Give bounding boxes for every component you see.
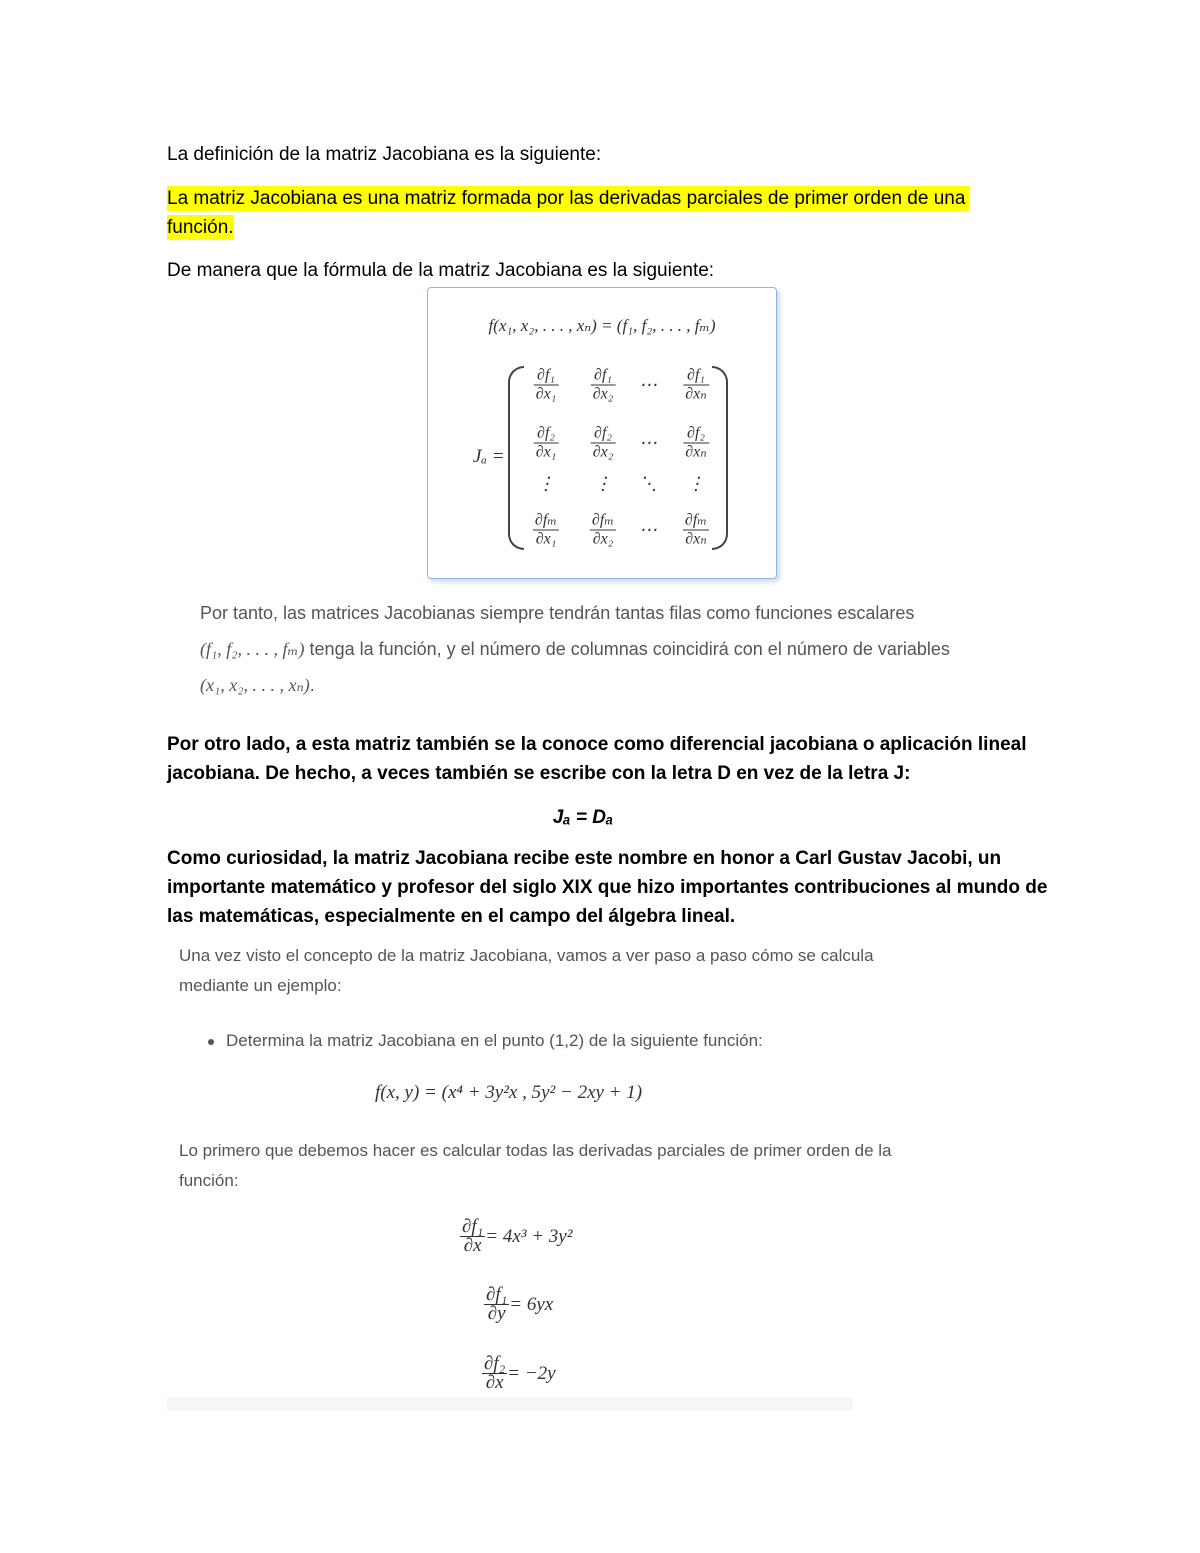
bullet-icon bbox=[208, 1039, 214, 1045]
paragraph-differential-line2: jacobiana. De hecho, a veces también se escribe con la letra D en vez de la letra J: bbox=[167, 763, 911, 784]
matrix-cell-r1-c3: ⋯ bbox=[639, 374, 657, 395]
derivatives-intro-line1: Lo primero que debemos hacer es calcular todas las derivadas parciales de primer orden de la bbox=[179, 1141, 892, 1160]
highlighted-definition-line2: función. bbox=[167, 217, 234, 238]
explanation-line2-text: tenga la función, y el número de columnas coincidirá con el número de variables bbox=[304, 639, 950, 659]
example-bullet-text: Determina la matriz Jacobiana en el punto (1,2) de la siguiente función: bbox=[226, 1031, 763, 1050]
derivative-f1-y-num: ∂f₁ bbox=[486, 1284, 508, 1305]
equation-jf-df: Jₐ = Dₐ bbox=[552, 807, 614, 828]
example-intro-line1: Una vez visto el concepto de la matriz Jacobiana, vamos a ver paso a paso cómo se calcula bbox=[179, 946, 874, 965]
jacobian-formula-image bbox=[427, 287, 777, 579]
derivative-f1-y bbox=[484, 1286, 553, 1323]
derivatives-intro bbox=[179, 1136, 892, 1196]
paragraph-curiosity-line3: las matemáticas, especialmente en el campo del álgebra lineal. bbox=[167, 906, 736, 927]
example-bullet bbox=[208, 1026, 763, 1056]
screenshot-explanation bbox=[200, 595, 950, 703]
paragraph-differential bbox=[167, 730, 1026, 788]
highlighted-definition-line1: La matriz Jacobiana es una matriz formada por las derivadas parciales de primer orden de una bbox=[167, 186, 969, 211]
example-function: f(x, y) = (x⁴ + 3y²x , 5y² − 2xy + 1) bbox=[375, 1082, 643, 1103]
derivative-f2-x bbox=[482, 1355, 556, 1392]
paragraph-differential-line1: Por otro lado, a esta matriz también se la conoce como diferencial jacobiana o aplicación lineal bbox=[167, 734, 1027, 755]
matrix-cell-r4-c4: $\frac{\text{∂fₘ}}{\text{∂xₙ}}$ bbox=[684, 511, 708, 548]
matrix-cell-r4-c2: $\frac{\text{∂fₘ}}{\text{∂x₂}}$ bbox=[591, 511, 615, 548]
matrix-cell-r2-c1: $\frac{\text{∂f₂}}{\text{∂x₁}}$ bbox=[535, 424, 557, 461]
paragraph-formula-intro: De manera que la fórmula de la matriz Jacobiana es la siguiente: bbox=[167, 260, 715, 281]
functions-tuple: (f₁, f₂, . . . , fₘ) bbox=[200, 639, 305, 659]
explanation-line3 bbox=[200, 667, 950, 703]
matrix-cell-r3-c2: ⋮ bbox=[594, 473, 612, 494]
matrix-cell-r3-c1: ⋮ bbox=[537, 473, 555, 494]
derivative-f2-x-den: ∂x bbox=[485, 1372, 504, 1393]
derivative-f1-x-rhs: = 4x³ + 3y² bbox=[485, 1225, 573, 1247]
function-definition: f(x₁, x₂, . . . , xₙ) = (f₁, f₂, . . . , fₘ) bbox=[488, 316, 716, 335]
derivative-f1-x-den: ∂x bbox=[463, 1235, 482, 1256]
screenshot-bottom-edge bbox=[167, 1397, 853, 1411]
variables-tuple: (x₁, x₂, . . . , xₙ) bbox=[200, 675, 310, 695]
matrix-cell-r1-c2: $\frac{\text{∂f₁}}{\text{∂x₂}}$ bbox=[592, 366, 614, 403]
matrix-cell-r2-c3: ⋯ bbox=[639, 432, 657, 453]
matrix-cell-r3-c4: ⋮ bbox=[687, 473, 705, 494]
derivative-f2-x-num: ∂f₂ bbox=[484, 1353, 506, 1374]
derivative-f2-x-rhs: = −2y bbox=[507, 1362, 556, 1384]
matrix-cell-r2-c4: $\frac{\text{∂f₂}}{\text{∂xₙ}}$ bbox=[685, 424, 707, 461]
matrix-cell-r4-c1: $\frac{\text{∂fₘ}}{\text{∂x₁}}$ bbox=[534, 511, 558, 548]
explanation-line1: Por tanto, las matrices Jacobianas siempre tendrán tantas filas como funciones escalares bbox=[200, 603, 915, 623]
derivative-f1-y-rhs: = 6yx bbox=[509, 1293, 554, 1315]
paragraph-definition-intro: La definición de la matriz Jacobiana es la siguiente: bbox=[167, 144, 602, 165]
derivative-f1-x-num: ∂f₁ bbox=[462, 1216, 484, 1237]
paragraph-curiosity bbox=[167, 844, 1047, 931]
matrix-cell-r2-c2: $\frac{\text{∂f₂}}{\text{∂x₂}}$ bbox=[592, 424, 614, 461]
explanation-line3-end: . bbox=[309, 675, 315, 695]
jacobian-label: Jₐ = bbox=[473, 446, 505, 467]
matrix-cell-r1-c4: $\frac{\text{∂f₁}}{\text{∂xₙ}}$ bbox=[685, 366, 707, 403]
matrix-cell-r1-c1: $\frac{\text{∂f₁}}{\text{∂x₁}}$ bbox=[535, 366, 557, 403]
example-intro-line2: mediante un ejemplo: bbox=[179, 976, 342, 995]
derivative-f1-x bbox=[460, 1218, 572, 1255]
example-intro bbox=[179, 941, 874, 1001]
derivative-f1-y-den: ∂y bbox=[487, 1303, 506, 1324]
matrix-cell-r3-c3: ⋱ bbox=[639, 473, 657, 494]
matrix-cell-r4-c3: ⋯ bbox=[639, 519, 657, 540]
explanation-line2 bbox=[200, 631, 950, 667]
jacobian-matrix bbox=[428, 288, 776, 578]
paragraph-curiosity-line1: Como curiosidad, la matriz Jacobiana recibe este nombre en honor a Carl Gustav Jacobi, un bbox=[167, 848, 1002, 869]
derivatives-intro-line2: función: bbox=[179, 1171, 239, 1190]
highlighted-definition bbox=[167, 184, 969, 242]
paragraph-curiosity-line2: importante matemático y profesor del siglo XIX que hizo importantes contribuciones al mundo de bbox=[167, 877, 1048, 898]
